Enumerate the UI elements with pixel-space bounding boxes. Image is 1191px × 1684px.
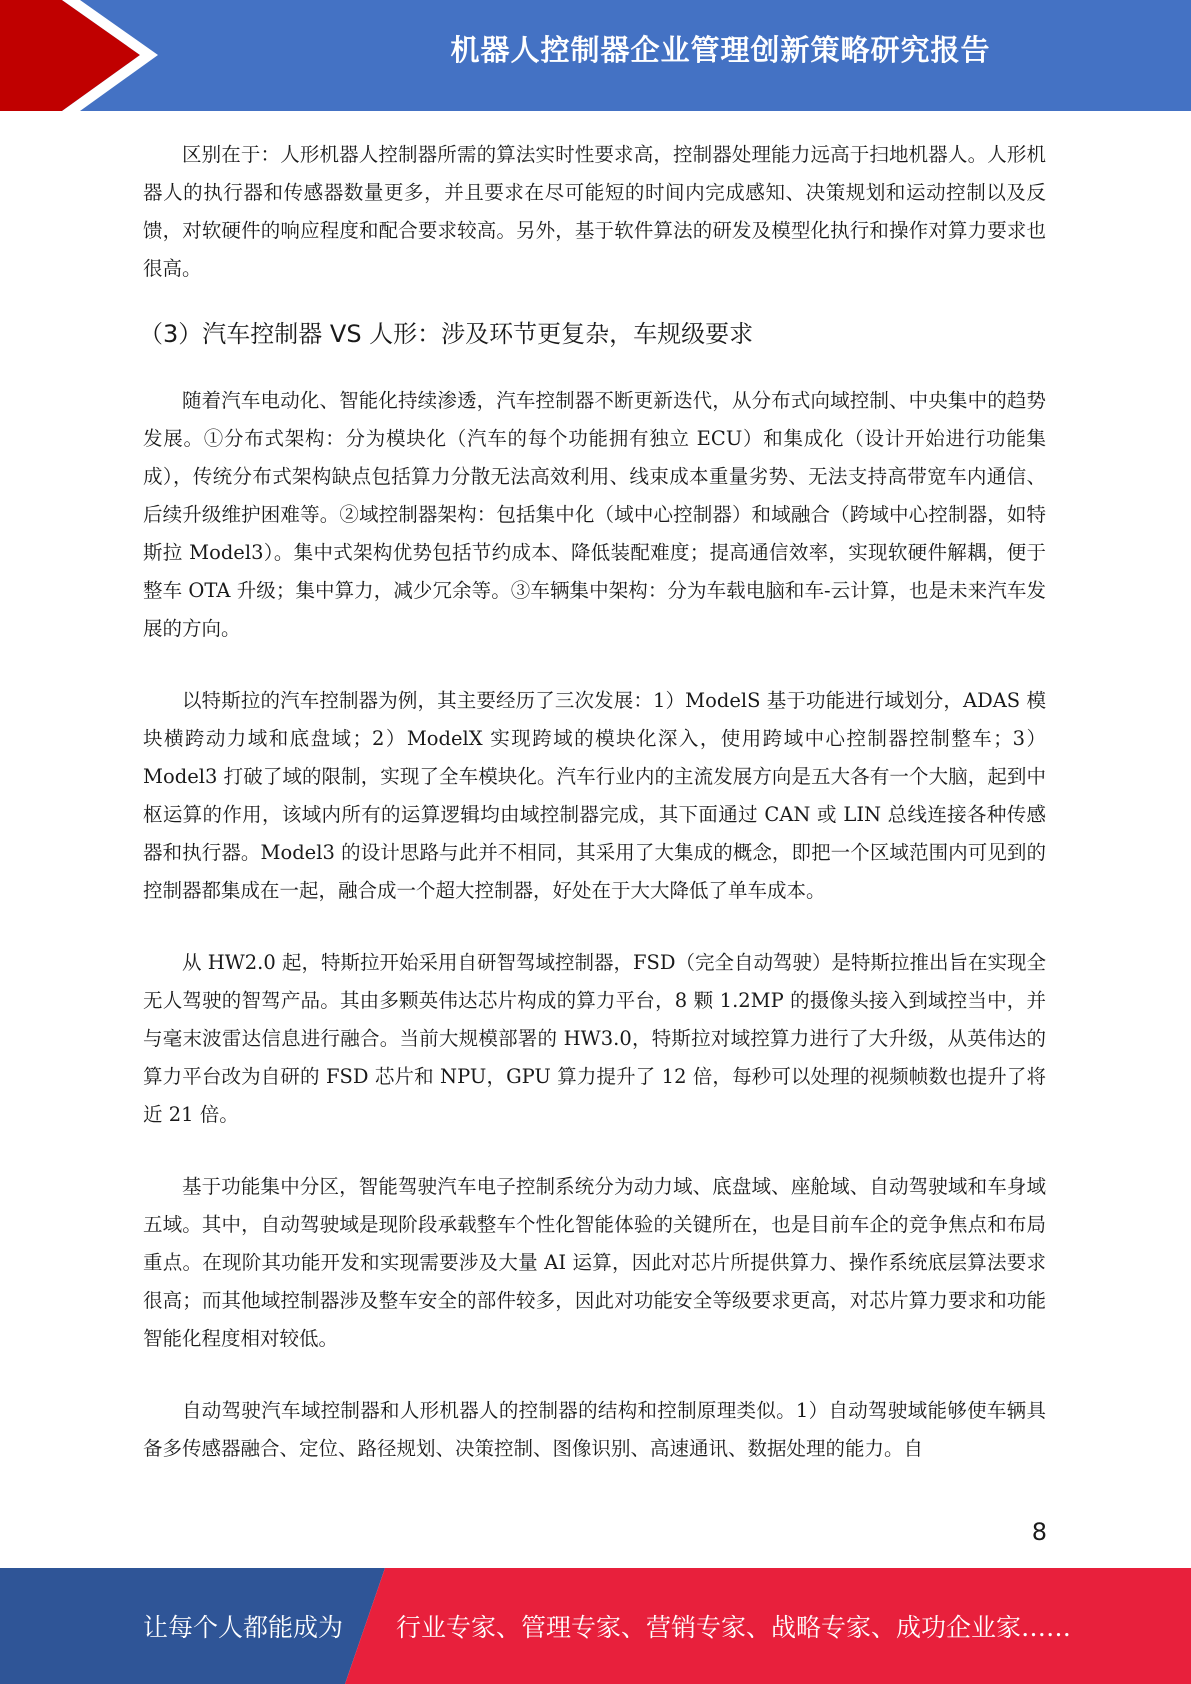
paragraph: 以特斯拉的汽车控制器为例，其主要经历了三次发展：1）ModelS 基于功能进行域划分，ADAS 模块横跨动力域和底盘域；2）ModelX 实现跨域的模块化深入，使用跨域中心控制器控制整车；3）Model3 打破了域的限制，实现了全车模块化。汽车行业内的主流发展方向是五大各有一个大脑，起到中枢运算的作用，该域内所有的运算逻辑均由域控制器完成，其下面通过 CAN 或 LIN 总线连接各种传感器和执行器。Model3 的设计思路与此并不相同，其采用了大集成的概念，即把一个区域范围内可见到的控制器都集成在一起，融合成一个超大控制器，好处在于大大降低了单车成本。 [143, 689, 1046, 902]
paragraph: 从 HW2.0 起，特斯拉开始采用自研智驾域控制器，FSD（完全自动驾驶）是特斯拉推出旨在实现全无人驾驶的智驾产品。其由多颗英伟达芯片构成的算力平台，8 颗 1.2MP 的摄像头接入到域控当中，并与毫末波雷达信息进行融合。当前大规模部署的 HW3.0，特斯拉对域控算力进行了大升级，从英伟达的算力平台改为自研的 FSD 芯片和 NPU，GPU 算力提升了 12 倍，每秒可以处理的视频帧数也提升了将近 21 倍。 [143, 951, 1046, 1126]
page-body [139, 136, 1046, 1468]
document-title: 机器人控制器企业管理创新策略研究报告 [450, 33, 991, 67]
page-header [0, 0, 1191, 111]
page-number: 8 [1031, 1518, 1047, 1546]
paragraph: 随着汽车电动化、智能化持续渗透，汽车控制器不断更新迭代，从分布式向域控制、中央集中的趋势发展。①分布式架构：分为模块化（汽车的每个功能拥有独立 ECU）和集成化（设计开始进行功能集成），传统分布式架构缺点包括算力分散无法高效利用、线束成本重量劣势、无法支持高带宽车内通信、后续升级维护困难等。②域控制器架构：包括集中化（域中心控制器）和域融合（跨域中心控制器，如特斯拉 Model3）。集中式架构优势包括节约成本、降低装配难度；提高通信效率，实现软硬件解耦，便于整车 OTA 升级；集中算力，减少冗余等。③车辆集中架构：分为车载电脑和车-云计算，也是未来汽车发展的方向。 [143, 389, 1046, 640]
page-footer [0, 1568, 1191, 1684]
header-red-arrow [0, 0, 140, 111]
footer-slogan-left: 让每个人都能成为 [143, 1613, 344, 1642]
paragraph: 自动驾驶汽车域控制器和人形机器人的控制器的结构和控制原理类似。1）自动驾驶域能够使车辆具备多传感器融合、定位、路径规划、决策控制、图像识别、高速通讯、数据处理的能力。自 [143, 1399, 1046, 1460]
paragraph: 基于功能集中分区，智能驾驶汽车电子控制系统分为动力域、底盘域、座舱域、自动驾驶域和车身域五域。其中，自动驾驶域是现阶段承载整车个性化智能体验的关键所在，也是目前车企的竞争焦点和布局重点。在现阶其功能开发和实现需要涉及大量 AI 运算，因此对芯片所提供算力、操作系统底层算法要求很高；而其他域控制器涉及整车安全的部件较多，因此对功能安全等级要求更高，对芯片算力要求和功能智能化程度相对较低。 [143, 1175, 1046, 1350]
paragraph: 区别在于：人形机器人控制器所需的算法实时性要求高，控制器处理能力远高于扫地机器人。人形机器人的执行器和传感器数量更多，并且要求在尽可能短的时间内完成感知、决策规划和运动控制以及反馈，对软硬件的响应程度和配合要求较高。另外，基于软件算法的研发及模型化执行和操作对算力要求也很高。 [143, 143, 1046, 280]
footer-slogan-right: 行业专家、管理专家、营销专家、战略专家、成功企业家…… [396, 1613, 1072, 1642]
section-heading: （3）汽车控制器 VS 人形：涉及环节更复杂，车规级要求 [139, 320, 754, 348]
